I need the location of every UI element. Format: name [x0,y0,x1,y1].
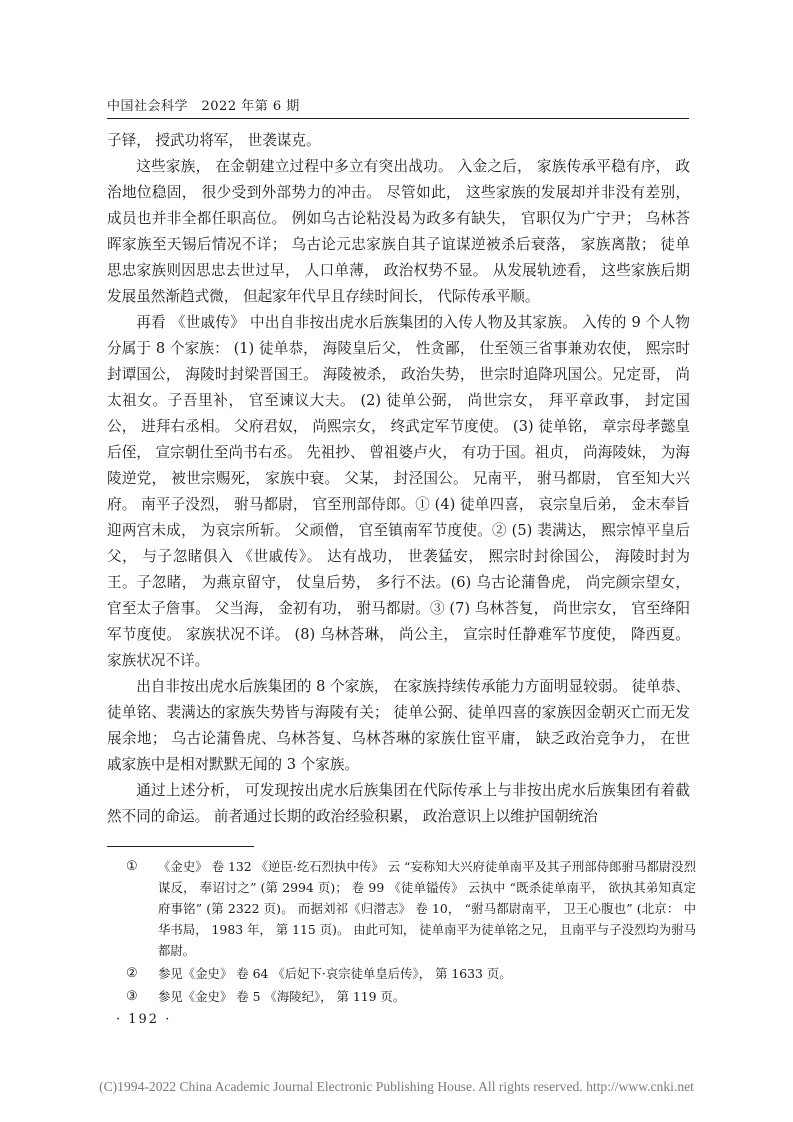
footnote [126,986,696,1007]
header-rule [107,118,689,119]
footnote-text: 《金史》 卷 132 《逆臣·纥石烈执中传》 云 “妄称知大兴府徒单南平及其子刑部侍郎驸马都尉没烈谋反， 奉诏讨之” (第 2994 页)； 卷 99 《徒单镒传》 云执中 “既杀徒单南平， 欲执其弟知真定府事铭” (第 2322 页)。 而据刘祁《归潜志》 卷 10， “驸马都尉南平， 卫王心腹也” (北京： 中华书局， 1983 年， 第 115 页)。 由此可知， 徒单南平为徒单铭之兄， 且南平与子没烈均为驸马都尉。 [158,859,696,958]
footnote-mark: ② [126,966,138,981]
paragraph: 出自非按出虎水后族集团的 8 个家族， 在家族持续传承能力方面明显较弱。 徒单恭、徒单铭、裴满达的家族失势皆与海陵有关； 徒单公弼、徒单四喜的家族因金朝灭亡而无发展余地； 乌古论蒲鲁虎、乌林荅复、乌林荅琳的家族仕宦平庸， 缺乏政治竞争力， 在世戚家族中是相对默默无闻的 3 个家族。 [107,678,690,773]
copyright-notice: (C)1994-2022 China Academic Journal Electronic Publishing House. All rights reserved. http://www.cnki.net [99,1079,694,1094]
footnote [126,963,696,984]
body-text [107,128,690,830]
paragraph: 子铎， 授武功将军， 世袭谋克。 [107,132,321,149]
footnote-text: 参见《金史》 卷 5 《海陵纪》， 第 119 页。 [158,989,406,1004]
footnote-text: 参见《金史》 卷 64 《后妃下·哀宗徒单皇后传》， 第 1633 页。 [158,966,512,981]
footnote-mark: ③ [126,989,138,1004]
running-header: 中国社会科学 2022 年第 6 期 [107,99,300,114]
footnote-mark: ① [126,859,138,874]
footnote [126,856,696,961]
page-number: · 192 · [116,1012,172,1027]
paragraph: 这些家族， 在金朝建立过程中多立有突出战功。 入金之后， 家族传承平稳有序， 政治地位稳固， 很少受到外部势力的冲击。 尽管如此， 这些家族的发展却并非没有差别， 成员也并非全都任职高位。 例如乌古论粘没曷为政多有缺失， 官职仅为广宁尹； 乌林荅晖家族至天锡后情况不详； 乌古论元忠家族自其子谊谋逆被杀后衰落， 家族离散； 徒单思忠家族则因思忠去世过早， 人口单薄， 政治权势不显。 从发展轨迹看， 这些家族后期发展虽然渐趋式微， 但起家年代早且存续时间长， 代际传承平顺。 [107,158,690,305]
paragraph: 再看 《世戚传》 中出自非按出虎水后族集团的入传人物及其家族。 入传的 9 个人物分属于 8 个家族： (1) 徒单恭， 海陵皇后父， 性贪鄙， 仕至领三省事兼劝农使， 熙宗时封谭国公， 海陵时封梁晋国王。 海陵被杀， 政治失势， 世宗时追降巩国公。兄定哥， 尚太祖女。子吾里补， 官至谏议大夫。 (2) 徒单公弼， 尚世宗女， 拜平章政事， 封定国公， 进拜右丞相。 父府君奴， 尚熙宗女， 终武定军节度使。 (3) 徒单铭， 章宗母孝懿皇后侄， 宣宗朝仕至尚书右丞。 先祖抄、 曾祖婆卢火， 有功于国。祖贞， 尚海陵妹， 为海陵逆党， 被世宗赐死， 家族中衰。 父某， 封泾国公。 兄南平， 驸马都尉， 官至知大兴府。 南平子没烈， 驸马都尉， 官至刑部侍郎。① (4) 徒单四喜， 哀宗皇后弟， 金末奉旨迎两宫未成， 为哀宗所斩。 父顽僧， 官至镇南军节度使。② (5) 裴满达， 熙宗悼平皇后父， 与子忽睹俱入 《世戚传》。 达有战功， 世袭猛安， 熙宗时封徐国公， 海陵时封为王。子忽睹， 为燕京留守， 仗皇后势， 多行不法。(6) 乌古论蒲鲁虎， 尚完颜宗望女， 官至太子詹事。 父当海， 金初有功， 驸马都尉。③ (7) 乌林荅复， 尚世宗女， 官至绛阳军节度使。 家族状况不详。 (8) 乌林荅琳， 尚公主， 宣宗时任静难军节度使， 降西夏。 家族状况不详。 [107,314,690,669]
paragraph: 通过上述分析， 可发现按出虎水后族集团在代际传承上与非按出虎水后族集团有着截然不同的命运。 前者通过长期的政治经验积累， 政治意识上以维护国朝统治 [107,782,690,825]
footnotes [126,856,696,1009]
footnote-rule [107,846,254,847]
